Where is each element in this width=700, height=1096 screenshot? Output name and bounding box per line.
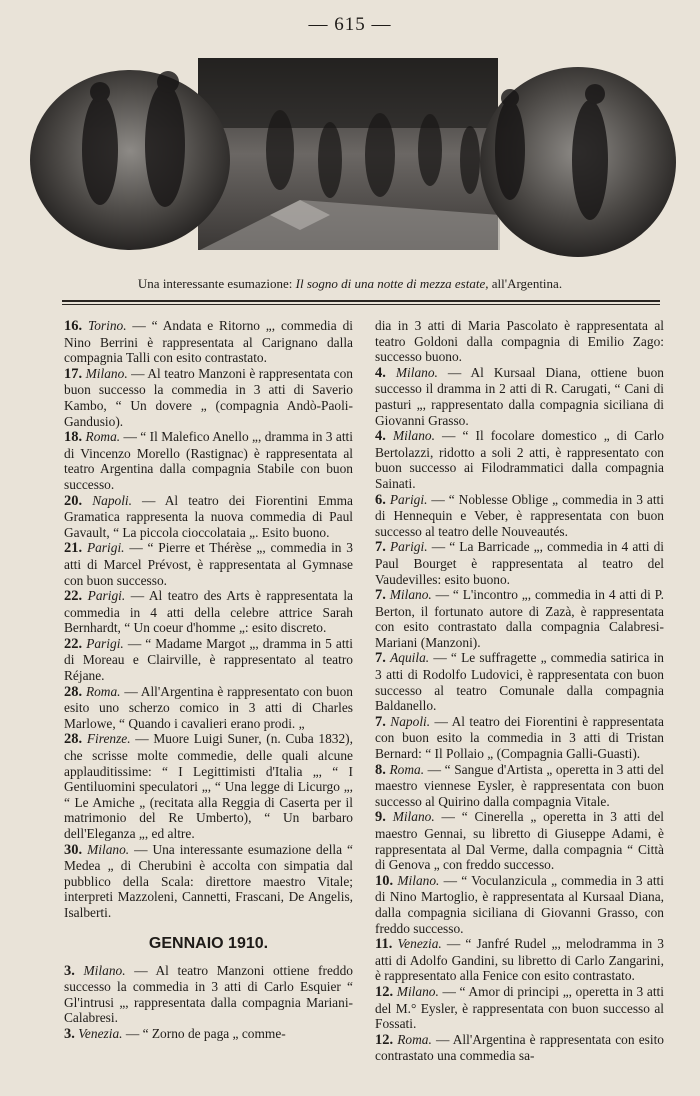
entry-day: 12. [375, 1031, 394, 1048]
chronicle-entry [375, 1032, 664, 1064]
entry-day: 10. [375, 872, 394, 889]
entry-city: Milano. [392, 809, 435, 825]
chronicle-entry [64, 636, 353, 684]
entry-day: 4. [375, 364, 386, 381]
right-column [375, 318, 664, 1064]
entry-day: 7. [375, 587, 386, 604]
chronicle-entry [375, 650, 664, 713]
entry-day: 7. [375, 713, 386, 730]
caption-tail: all'Argentina. [491, 276, 563, 291]
chronicle-entry [64, 493, 353, 541]
entry-text: dia in 3 atti di Maria Pascolato è rappresentata al teatro Goldoni dalla compagnia di Emilio Zago: successo buono. [375, 318, 664, 365]
chronicle-entry [64, 684, 353, 732]
illustration-image [0, 0, 700, 290]
caption-lead: Una interessante esumazione: [137, 276, 293, 291]
entry-text: — Al teatro Manzoni è rappresentata con buon successo la commedia in 3 atti di Saverio Kambo, “ Un dovere „ (compagnia Andò-Paoli-Gandusio). [64, 365, 353, 429]
entry-day: 3. [64, 962, 75, 979]
entry-city: Milano. [389, 587, 432, 603]
entry-city: Parigi. [389, 491, 428, 507]
entry-city: Milano. [392, 428, 435, 444]
entry-text: — “ Il focolare domestico „ di Carlo Bertolazzi, ridotto a soli 2 atti, è rappresentato con buon successo ai Filodrammatici dalla compagnia Sainati. [375, 428, 664, 491]
entry-text: — “ Amor di principi „, operetta in 3 atti del M.° Eysler, è rappresentata con buon successo al Fossati. [375, 983, 664, 1032]
chronicle-entry [375, 365, 664, 428]
entry-day: 21. [64, 540, 83, 557]
entry-text: — “ L'incontro „, commedia in 4 atti di P. Berton, il fortunato autore di Zazà, è rappresentata con esito contrastato dalla compagnia Calabresi-Mariani (Manzoni). [375, 587, 664, 650]
entry-text: — “ Sangue d'Artista „ operetta in 3 atti del maestro viennese Eysler, è rappresentata con buon successo al Quirino dalla compagnia Vitale. [375, 761, 664, 809]
entry-city: Venezia. [78, 1025, 123, 1041]
entry-text: — “ Cinerella „ operetta in 3 atti del maestro Gennai, su libretto di Giuseppe Adami, è rappresentata al Dal Verme, dalla compagnia “ Città di Genova „ con freddo successo. [375, 809, 664, 873]
entry-text: — “ Noblesse Oblige „ commedia in 3 atti di Hennequin e Veber, è rappresentata con buon successo al teatro delle Nouveautés. [375, 491, 664, 539]
entry-city: Milano. [83, 962, 126, 978]
divider [62, 300, 660, 302]
entry-day: 28. [64, 731, 83, 748]
entry-text: — Al Kursaal Diana, ottiene buon successo il dramma in 2 atti di R. Carugati, “ Cani di pasturi „, rappresentato dalla compagnia siciliana di Giovanni Grasso. [375, 364, 664, 428]
chronicle-entry [64, 318, 353, 366]
chronicle-entry [64, 1026, 353, 1043]
entry-text: — Al teatro dei Fiorentini Emma Gramatica rappresenta la nuova commedia di Paul Gavault, “ La piccola cioccolataia „. Esito buono. [64, 492, 353, 540]
figure-caption [20, 276, 680, 292]
entry-city: Roma. [85, 429, 121, 445]
chronicle-entry [64, 731, 353, 841]
entry-city: Aquila. [390, 650, 430, 666]
entry-city: Milano. [85, 365, 128, 381]
chronicle-entry [375, 539, 664, 587]
entry-city: Parigi. [390, 539, 428, 555]
entry-day: 20. [64, 492, 83, 509]
caption-title: Il sogno di una notte di mezza estate, [295, 276, 489, 291]
entry-day: 18. [64, 429, 83, 446]
entry-text: — “ Pierre et Thérèse „, commedia in 3 atti di Marcel Prévost, è rappresentata al Gymnase con buon successo. [64, 540, 353, 588]
entry-day: 12. [375, 983, 394, 1000]
entry-text: — Al teatro Manzoni ottiene freddo successo la commedia in 3 atti di Carlo Esquier “ Gl'intrusi „, rappresentata dalla compagnia Mariani-Calabresi. [64, 962, 353, 1026]
chronicle-entry [375, 428, 664, 491]
entry-city: Roma. [389, 761, 425, 777]
entry-day: 8. [375, 761, 386, 778]
entry-city: Milano. [87, 841, 130, 857]
entry-day: 17. [64, 365, 83, 382]
entry-text: — “ Janfré Rudel „, melodramma in 3 atti di Adolfo Gandini, su libretto di Carlo Zangarini, è rappresentato alla Fenice con esito contrastato. [375, 936, 664, 984]
entry-city: Firenze. [86, 731, 131, 747]
chronicle-entry [375, 873, 664, 936]
entry-day: 22. [64, 635, 83, 652]
entry-text: — “ Zorno de paga „ comme- [122, 1025, 286, 1041]
entry-city: Venezia. [397, 936, 442, 952]
chronicle-entry [375, 936, 664, 984]
entry-day: 22. [64, 588, 83, 605]
entry-city: Parigi. [86, 635, 124, 651]
entry-city: Milano. [395, 364, 438, 380]
entry-city: Torino. [87, 318, 127, 333]
entry-day: 7. [375, 539, 386, 556]
entry-city: Roma. [397, 1031, 432, 1047]
entry-city: Parigi. [86, 540, 125, 556]
text-columns [64, 318, 664, 1064]
entry-city: Roma. [85, 683, 121, 699]
entry-text: — Muore Luigi Suner, (n. Cuba 1832), che scrisse molte commedie, delle quali alcune applauditissime: “ I Legittimisti d'Italia „, “ I Gentiluomini speculatori „, “ Una legge di Licurgo „, “ Le Amiche „ (recitata alla Reggia di Caserta per il matrimonio del Re Umberto), “ Un barbaro dell'Eleganza „, ed altre. [64, 731, 353, 841]
entry-text: — “ Madame Margot „, dramma in 5 atti di Moreau e Clairville, è rappresentato al teatro Réjane. [64, 635, 353, 684]
chronicle-entry [375, 492, 664, 540]
chronicle-entry [375, 762, 664, 810]
entry-day: 28. [64, 683, 83, 700]
entry-city: Parigi. [87, 588, 126, 604]
entry-city: Milano. [396, 983, 439, 999]
entry-text: — “ Le suffragette „ commedia satirica in 3 atti di Rodolfo Ludovici, è rappresentata con buon successo al teatro Comunale dalla compagnia Baldanello. [375, 650, 664, 714]
entry-city: Napoli. [92, 492, 132, 508]
entry-day: 7. [375, 650, 386, 667]
entry-city: Napoli. [390, 713, 431, 729]
chronicle-entry [64, 963, 353, 1026]
entry-text: — Al teatro dei Fiorentini è rappresentata con buon esito la commedia in 3 atti di Tristan Bernard: “ Il Pollaio „ (Compagnia Galli-Guasti). [375, 713, 664, 762]
entry-day: 9. [375, 809, 386, 826]
entry-text: — All'Argentina è rappresentato con buon esito uno scherzo comico in 3 atti di Charles Marlowe, “ Quando i cavalieri erano prodi. „ [64, 683, 353, 731]
entry-day: 16. [64, 318, 83, 334]
left-column [64, 318, 353, 1064]
chronicle-entry [64, 540, 353, 588]
entry-text: — “ Il Malefico Anello „, dramma in 3 atti di Vincenzo Morello (Rastignac) è rappresentata al teatro Argentina dalla compagnia Stabile con buon successo. [64, 429, 353, 492]
section-title: GENNAIO 1910. [148, 934, 269, 952]
entry-day: 11. [375, 936, 393, 953]
chronicle-entry [64, 842, 353, 921]
chronicle-entry [64, 588, 353, 636]
entry-day: 4. [375, 428, 386, 445]
entry-text: — “ Voculanzicula „ commedia in 3 atti di Nino Martoglio, è rappresentata al Kursaal Diana, dalla compagnia siciliana di Giovanni Grasso, con freddo successo. [375, 872, 664, 936]
entry-text: — “ Andata e Ritorno „, commedia di Nino Berrini è rappresentata al Carignano dalla compagnia Talli con esito contrastato. [64, 318, 353, 366]
entry-text: — Una interessante esumazione della “ Medea „ di Cherubini è accolta con simpatia dal pubblico della Scala: direttore maestro Vitale; interpreti Mazzoleni, Cannetti, Frascani, De Angelis, Isalberti. [64, 841, 353, 920]
chronicle-entry [375, 984, 664, 1032]
entry-text: — All'Argentina è rappresentata con esito contrastato una commedia sa- [375, 1031, 664, 1064]
entry-text: — “ La Barricade „, commedia in 4 atti di Paul Bourget è rappresentata al teatro del Vaudevilles: esito buono. [375, 539, 664, 587]
entry-day: 30. [64, 841, 83, 858]
entry-city: Milano. [397, 872, 440, 888]
chronicle-entry [375, 809, 664, 872]
entry-day: 6. [375, 491, 386, 508]
entry-day: 3. [64, 1025, 75, 1042]
chronicle-entry [375, 587, 664, 650]
page-number: — 615 — [308, 14, 392, 35]
chronicle-entry [64, 429, 353, 492]
chronicle-entry [64, 366, 353, 429]
entry-text: — Al teatro des Arts è rappresentata la commedia in 4 atti della celebre attrice Sarah Bernhardt, “ Un coeur d'homme „: esito discreto. [64, 588, 353, 636]
divider [62, 304, 660, 305]
chronicle-entry [375, 714, 664, 762]
chronicle-entry [375, 318, 664, 365]
